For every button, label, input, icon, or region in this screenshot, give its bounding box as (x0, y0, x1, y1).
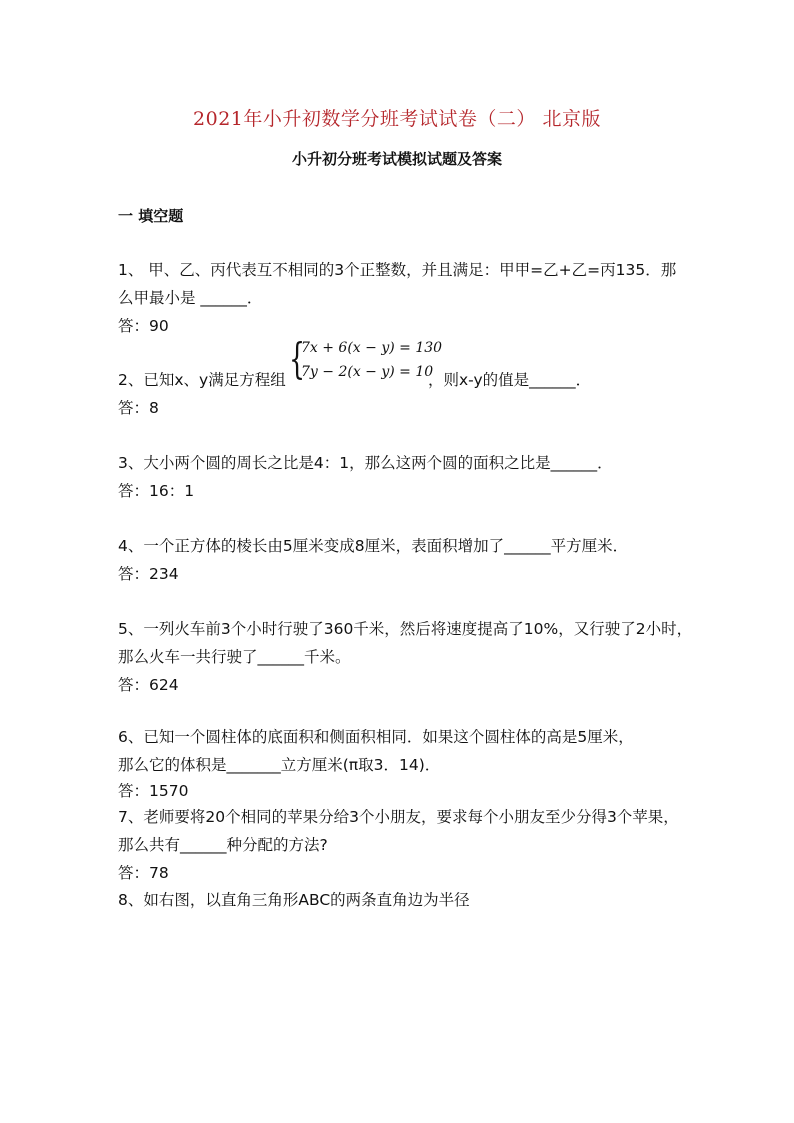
question-6-answer: 答：1570 (118, 782, 189, 800)
section-heading: 一 填空题 (118, 207, 184, 225)
question-4-line-1: 4、一个正方体的棱长由5厘米变成8厘米，表面积增加了______平方厘米． (118, 537, 629, 555)
question-5-line-1: 5、一列火车前3个小时行驶了360千米，然后将速度提高了10%，又行驶了2小时， (118, 620, 693, 638)
question-4-answer: 答：234 (118, 565, 179, 583)
question-1-line-1: 1、 甲、乙、丙代表互不相同的3个正整数，并且满足：甲甲=乙+乙=丙135．那 (118, 261, 677, 279)
question-5-answer: 答：624 (118, 676, 179, 694)
question-7-line-1: 7、老师要将20个相同的苹果分给3个小朋友，要求每个小朋友至少分得3个苹果， (118, 808, 679, 826)
equation-brace: { (289, 334, 306, 383)
question-5-line-2: 那么火车一共行驶了______千米。 (118, 648, 351, 666)
question-2-text-post: ，则x-y的值是______． (428, 371, 592, 389)
question-3-line-1: 3、大小两个圆的周长之比是4：1，那么这两个圆的面积之比是______． (118, 454, 613, 472)
question-6-line-2: 那么它的体积是_______立方厘米(π取3．14)． (118, 756, 441, 774)
question-6-line-1: 6、已知一个圆柱体的底面积和侧面积相同．如果这个圆柱体的高是5厘米， (118, 728, 634, 746)
page-subtitle: 小升初分班考试模拟试题及答案 (291, 150, 502, 168)
question-3-answer: 答：16：1 (118, 482, 195, 500)
question-7-answer: 答：78 (118, 864, 169, 882)
equation-2: 7y − 2(x − y) = 10 (301, 364, 434, 380)
question-8-line-1: 8、如右图，以直角三角形ABC的两条直角边为半径 (118, 891, 470, 909)
question-2-answer: 答：8 (118, 399, 159, 417)
equation-1: 7x + 6(x − y) = 130 (301, 340, 443, 356)
page-title: 2021年小升初数学分班考试试卷（二） 北京版 (193, 108, 601, 130)
question-1-answer: 答：90 (118, 317, 169, 335)
question-7-line-2: 那么共有______种分配的方法? (118, 836, 328, 854)
question-1-line-2: 么甲最小是 ______． (118, 289, 263, 307)
equation-system (289, 334, 443, 386)
question-2-text-pre: 2、已知x、y满足方程组 (118, 371, 286, 389)
